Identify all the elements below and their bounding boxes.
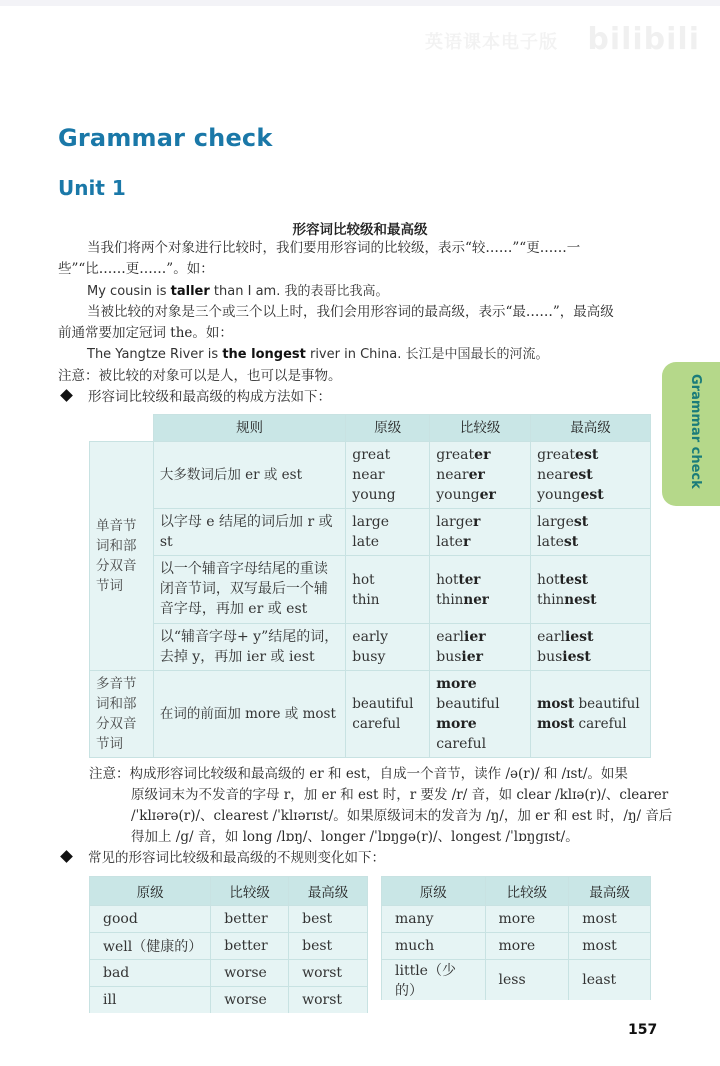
table-header-row [382,877,651,906]
cell: better [211,933,289,960]
cell: least [569,960,651,1001]
rule-cell: 大多数词后加 er 或 est [153,442,345,509]
bullet-text: 形容词比较级和最高级的构成方法如下： [88,389,331,405]
table-row [90,906,368,933]
section-title: 形容词比较级和最高级 [292,222,428,238]
word: more [436,716,477,732]
note-2-line: 得加上 /g/ 音，如 long /lɒŋ/、longer /ˈlɒŋgə(r)/、longest /ˈlɒŋgɪst/。 [131,829,579,845]
rule-cell: 以一个辅音字母结尾的重读闭音节词，双写最后一个辅音字母，再加 er 或 est [153,556,345,624]
table-row [90,442,651,509]
example-text: The Yangtze River is [87,347,223,362]
word: hotter [436,571,481,588]
word: thin [352,591,380,608]
table-header-row [90,415,651,442]
word: hottest [537,571,589,588]
header-rule: 规则 [153,415,345,442]
word: young [352,487,396,503]
word: thinnest [537,591,597,608]
cell: well（健康的） [90,933,211,960]
word: careful [436,736,487,752]
base-cell [346,624,430,671]
note-2-line: /ˈklɪərə(r)/、clearest /ˈklɪərɪst/。如果原级词末的发音为 /ŋ/，加 er 和 est 时，/ŋ/ 音后 [131,808,673,824]
table-row [90,987,368,1014]
paragraph-line: 当我们将两个对象进行比较时，我们要用形容词的比较级，表示“较……”“更……一 [87,240,581,256]
note-2-line: 注意：构成形容词比较级和最高级的 er 和 est，自成一个音节，读作 /ə(r)/ 和 /ɪst/。如果 [89,766,628,782]
rule-cell: 以“辅音字母+ y”结尾的词，去掉 y，再加 ier 或 iest [153,624,345,671]
paragraph-line: 些”“比……更……”。如： [58,261,214,277]
cell: most [569,933,651,960]
header-base: 原级 [382,877,486,906]
cell: worse [211,960,289,987]
group-label-multi-syllable: 多音节词和部分双音节词 [90,671,154,758]
cell: much [382,933,486,960]
bilibili-logo: bilibili [587,22,700,57]
note-1: 注意：被比较的对象可以是人，也可以是事物。 [58,368,342,384]
word: early [352,629,388,645]
superlative-cell [531,624,651,671]
page-number: 157 [628,1022,658,1038]
cell: less [485,960,569,1001]
table-row [382,906,651,933]
unit-heading: Unit 1 [58,176,126,200]
group-label-single-syllable: 单音节词和部分双音节词 [90,442,154,671]
comparative-cell [430,442,531,509]
example-bold: the longest [222,347,306,362]
superlative-cell [531,509,651,556]
example-sentence-1 [87,282,388,302]
irregular-table-left [89,876,368,1013]
example-bold: taller [170,284,210,299]
side-tab-grammar-check[interactable] [662,362,720,506]
paragraph-line: 当被比较的对象是三个或三个以上时，我们会用形容词的最高级，表示“最……”，最高级 [87,304,614,320]
table-row [90,556,651,624]
table-header-row [90,877,368,906]
header-base: 原级 [346,415,430,442]
example-text: My cousin is [87,284,171,299]
note-2-line: 原级词末为不发音的字母 r，加 er 和 est 时，r 要发 /r/ 音，如 clear /klɪə(r)/、clearer [131,787,669,803]
cell: more [485,933,569,960]
word: youngest [537,487,604,503]
cell: good [90,906,211,933]
watermark-text: 英语课本电子版 [425,32,558,53]
word: late [352,534,380,550]
superlative-cell [531,442,651,509]
word: busier [436,649,484,665]
word: great [352,447,391,463]
watermark [425,22,700,66]
word: younger [436,487,496,503]
example-translation: 长江是中国最长的河流。 [401,347,549,362]
header-base: 原级 [90,877,211,906]
table-row [382,933,651,960]
word: greatest [537,447,599,463]
word: greater [436,447,491,463]
bullet-text: 常见的形容词比较级和最高级的不规则变化如下： [88,850,385,866]
word: largest [537,514,589,530]
superlative-cell [531,671,651,758]
cell: best [289,906,368,933]
bullet-2 [58,848,385,868]
irregular-table-right [381,876,651,1000]
word: careful [352,716,401,732]
header-comparative: 比较级 [211,877,289,906]
word: hot [352,571,375,588]
example-text: than I am. [209,284,281,299]
word: larger [436,514,481,530]
cell: little（少的） [382,960,486,1001]
top-bar [0,0,720,6]
comparative-cell [430,509,531,556]
cell: worst [289,987,368,1014]
word: latest [537,534,579,550]
word: most beautiful [537,696,640,712]
header-superlative: 最高级 [531,415,651,442]
cell: worse [211,987,289,1014]
comparison-rules-table [89,414,651,758]
cell: most [569,906,651,933]
page-title: Grammar check [58,124,273,152]
word: large [352,514,390,530]
word: earliest [537,629,594,645]
word: beautiful [436,696,500,712]
example-sentence-2 [87,345,549,365]
word: nearer [436,467,485,483]
header-comparative: 比较级 [485,877,569,906]
comparative-cell [430,556,531,624]
header-superlative: 最高级 [569,877,651,906]
cell: best [289,933,368,960]
header-comparative: 比较级 [430,415,531,442]
base-cell [346,671,430,758]
rule-cell: 以字母 e 结尾的词后加 r 或 st [153,509,345,556]
cell: bad [90,960,211,987]
word: most careful [537,716,627,732]
paragraph-line: 前通常要加定冠词 the。如： [58,325,233,341]
blank-corner [90,415,154,442]
bullet-1 [58,387,331,407]
cell: ill [90,987,211,1014]
cell: better [211,906,289,933]
diamond-bullet-icon [60,850,73,863]
word: later [436,534,471,550]
word: nearest [537,467,593,483]
table-row [90,960,368,987]
rule-cell: 在词的前面加 more 或 most [153,671,345,758]
word: busiest [537,649,591,665]
side-tab-label: Grammar check [688,374,703,489]
word: beautiful [352,696,414,712]
word: earlier [436,629,486,645]
word: busy [352,649,386,665]
table-row [90,624,651,671]
example-translation: 我的表哥比我高。 [280,284,389,299]
superlative-cell [531,556,651,624]
cell: worst [289,960,368,987]
word: more [436,676,477,692]
base-cell [346,509,430,556]
diamond-bullet-icon [60,389,73,402]
header-superlative: 最高级 [289,877,368,906]
table-row [90,509,651,556]
comparative-cell [430,624,531,671]
comparative-cell [430,671,531,758]
base-cell [346,442,430,509]
cell: more [485,906,569,933]
cell: many [382,906,486,933]
word: near [352,467,385,483]
example-text: river in China. [305,347,402,362]
table-row [90,671,651,758]
word: thinner [436,591,489,608]
table-row [90,933,368,960]
base-cell [346,556,430,624]
table-row [382,960,651,1001]
